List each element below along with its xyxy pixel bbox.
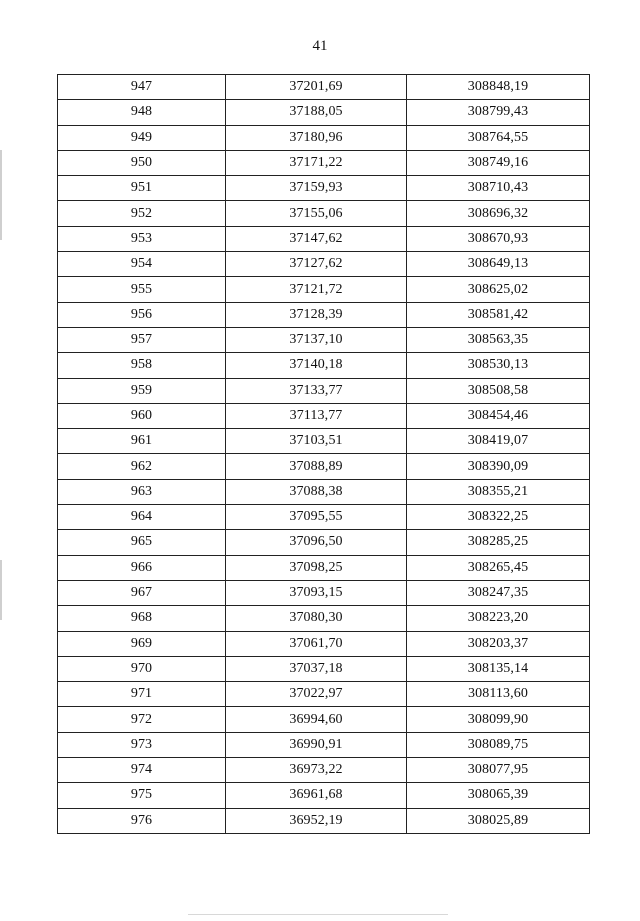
table-row — [58, 353, 590, 378]
point-number-cell: 976 — [58, 808, 226, 833]
x-coordinate-cell: 37201,69 — [226, 75, 407, 100]
y-coordinate-cell: 308113,60 — [407, 682, 590, 707]
x-coordinate-cell: 37095,55 — [226, 505, 407, 530]
table-row — [58, 176, 590, 201]
point-number-cell: 968 — [58, 606, 226, 631]
coordinates-table-body — [58, 75, 590, 834]
point-number-cell: 963 — [58, 479, 226, 504]
table-row — [58, 378, 590, 403]
table-row — [58, 150, 590, 175]
y-coordinate-cell: 308285,25 — [407, 530, 590, 555]
x-coordinate-cell: 37022,97 — [226, 682, 407, 707]
y-coordinate-cell: 308625,02 — [407, 277, 590, 302]
table-row — [58, 125, 590, 150]
y-coordinate-cell: 308322,25 — [407, 505, 590, 530]
table-row — [58, 783, 590, 808]
y-coordinate-cell: 308454,46 — [407, 403, 590, 428]
point-number-cell: 948 — [58, 100, 226, 125]
x-coordinate-cell: 37155,06 — [226, 201, 407, 226]
point-number-cell: 953 — [58, 226, 226, 251]
x-coordinate-cell: 37147,62 — [226, 226, 407, 251]
y-coordinate-cell: 308265,45 — [407, 555, 590, 580]
y-coordinate-cell: 308649,13 — [407, 252, 590, 277]
y-coordinate-cell: 308025,89 — [407, 808, 590, 833]
table-row — [58, 530, 590, 555]
x-coordinate-cell: 36990,91 — [226, 732, 407, 757]
point-number-cell: 959 — [58, 378, 226, 403]
y-coordinate-cell: 308670,93 — [407, 226, 590, 251]
x-coordinate-cell: 37188,05 — [226, 100, 407, 125]
table-row — [58, 707, 590, 732]
y-coordinate-cell: 308508,58 — [407, 378, 590, 403]
y-coordinate-cell: 308099,90 — [407, 707, 590, 732]
x-coordinate-cell: 37080,30 — [226, 606, 407, 631]
table-row — [58, 808, 590, 833]
x-coordinate-cell: 36973,22 — [226, 758, 407, 783]
x-coordinate-cell: 37133,77 — [226, 378, 407, 403]
x-coordinate-cell: 37140,18 — [226, 353, 407, 378]
y-coordinate-cell: 308749,16 — [407, 150, 590, 175]
table-row — [58, 656, 590, 681]
point-number-cell: 964 — [58, 505, 226, 530]
x-coordinate-cell: 36994,60 — [226, 707, 407, 732]
point-number-cell: 962 — [58, 454, 226, 479]
table-row — [58, 403, 590, 428]
table-row — [58, 302, 590, 327]
y-coordinate-cell: 308419,07 — [407, 429, 590, 454]
y-coordinate-cell: 308203,37 — [407, 631, 590, 656]
point-number-cell: 952 — [58, 201, 226, 226]
y-coordinate-cell: 308848,19 — [407, 75, 590, 100]
table-row — [58, 226, 590, 251]
point-number-cell: 947 — [58, 75, 226, 100]
point-number-cell: 949 — [58, 125, 226, 150]
y-coordinate-cell: 308390,09 — [407, 454, 590, 479]
table-row — [58, 252, 590, 277]
x-coordinate-cell: 37037,18 — [226, 656, 407, 681]
x-coordinate-cell: 36961,68 — [226, 783, 407, 808]
scan-edge-mark — [0, 150, 2, 240]
table-row — [58, 327, 590, 352]
table-row — [58, 682, 590, 707]
point-number-cell: 971 — [58, 682, 226, 707]
x-coordinate-cell: 37137,10 — [226, 327, 407, 352]
page-number: 41 — [312, 38, 328, 54]
point-number-cell: 965 — [58, 530, 226, 555]
y-coordinate-cell: 308764,55 — [407, 125, 590, 150]
x-coordinate-cell: 36952,19 — [226, 808, 407, 833]
x-coordinate-cell: 37171,22 — [226, 150, 407, 175]
x-coordinate-cell: 37061,70 — [226, 631, 407, 656]
x-coordinate-cell: 37180,96 — [226, 125, 407, 150]
y-coordinate-cell: 308065,39 — [407, 783, 590, 808]
point-number-cell: 973 — [58, 732, 226, 757]
y-coordinate-cell: 308530,13 — [407, 353, 590, 378]
y-coordinate-cell: 308581,42 — [407, 302, 590, 327]
y-coordinate-cell: 308563,35 — [407, 327, 590, 352]
y-coordinate-cell: 308077,95 — [407, 758, 590, 783]
y-coordinate-cell: 308799,43 — [407, 100, 590, 125]
x-coordinate-cell: 37096,50 — [226, 530, 407, 555]
point-number-cell: 951 — [58, 176, 226, 201]
table-row — [58, 505, 590, 530]
point-number-cell: 974 — [58, 758, 226, 783]
point-number-cell: 975 — [58, 783, 226, 808]
table-row — [58, 631, 590, 656]
y-coordinate-cell: 308247,35 — [407, 580, 590, 605]
scan-bottom-line — [188, 914, 448, 915]
x-coordinate-cell: 37128,39 — [226, 302, 407, 327]
x-coordinate-cell: 37093,15 — [226, 580, 407, 605]
x-coordinate-cell: 37088,38 — [226, 479, 407, 504]
point-number-cell: 961 — [58, 429, 226, 454]
point-number-cell: 958 — [58, 353, 226, 378]
point-number-cell: 970 — [58, 656, 226, 681]
point-number-cell: 956 — [58, 302, 226, 327]
point-number-cell: 967 — [58, 580, 226, 605]
table-row — [58, 454, 590, 479]
table-row — [58, 758, 590, 783]
x-coordinate-cell: 37088,89 — [226, 454, 407, 479]
y-coordinate-cell: 308089,75 — [407, 732, 590, 757]
y-coordinate-cell: 308355,21 — [407, 479, 590, 504]
y-coordinate-cell: 308696,32 — [407, 201, 590, 226]
table-row — [58, 75, 590, 100]
table-row — [58, 580, 590, 605]
x-coordinate-cell: 37098,25 — [226, 555, 407, 580]
x-coordinate-cell: 37113,77 — [226, 403, 407, 428]
x-coordinate-cell: 37159,93 — [226, 176, 407, 201]
point-number-cell: 957 — [58, 327, 226, 352]
point-number-cell: 960 — [58, 403, 226, 428]
table-row — [58, 100, 590, 125]
point-number-cell: 972 — [58, 707, 226, 732]
point-number-cell: 966 — [58, 555, 226, 580]
table-row — [58, 201, 590, 226]
point-number-cell: 955 — [58, 277, 226, 302]
point-number-cell: 954 — [58, 252, 226, 277]
y-coordinate-cell: 308135,14 — [407, 656, 590, 681]
point-number-cell: 950 — [58, 150, 226, 175]
table-row — [58, 277, 590, 302]
y-coordinate-cell: 308223,20 — [407, 606, 590, 631]
x-coordinate-cell: 37121,72 — [226, 277, 407, 302]
table-row — [58, 606, 590, 631]
table-row — [58, 732, 590, 757]
y-coordinate-cell: 308710,43 — [407, 176, 590, 201]
x-coordinate-cell: 37127,62 — [226, 252, 407, 277]
scan-edge-mark — [0, 560, 2, 620]
point-number-cell: 969 — [58, 631, 226, 656]
table-row — [58, 429, 590, 454]
table-row — [58, 555, 590, 580]
coordinates-table — [57, 74, 590, 834]
x-coordinate-cell: 37103,51 — [226, 429, 407, 454]
table-row — [58, 479, 590, 504]
